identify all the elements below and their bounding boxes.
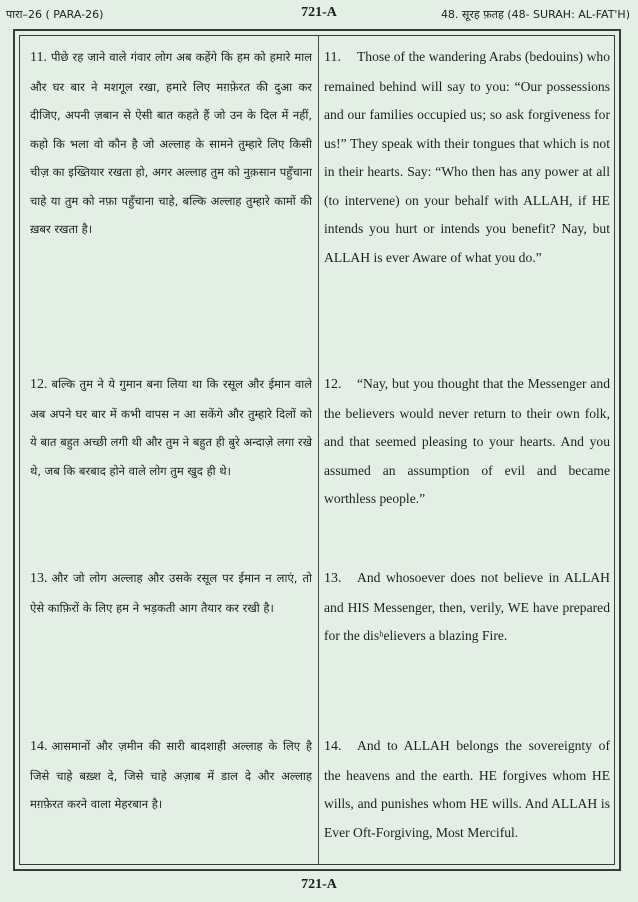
verse-text: And whosoever does not believe in ALLAH and HIS Messenger, then, verily, WE have prepared for the disʰelievers a blazing Fire. [324,570,610,643]
verse-12-hindi [30,370,312,485]
page-number-top: 721-A [301,5,337,20]
verse-number: 13. [324,571,342,586]
verse-text: पीछे रह जाने वाले गंवार लोग अब कहेंगे कि हम को हमारे माल और घर बार ने मशगूल रखा, हमारे लिए मग़फ़ेरत की दुआ कर दीजिए, अपनी ज़बान से ऐसी बात कहते हैं जो उन के दिल में नहीं, कहो कि भला वो कौन है जो अल्लाह के सामने तुम्हारे लिए किसी चीज़ का इख्तियार रखता हो, अगर अल्लाह तुम को नुक़सान पहुँचाना चाहे या तुम को नफ़ा पहुँचाना चाहे, बल्कि अल्लाह तुम्हारे कामों की ख़बर रखता है। [30,50,312,236]
verse-number: 11. [30,50,47,65]
verse-number: 14. [30,739,48,754]
verse-13-english [324,564,610,651]
para-label: पारा–26 ( PARA-26) [6,8,104,21]
verse-12-english [324,370,610,514]
column-divider [318,36,319,864]
verse-11-hindi [30,43,312,244]
verse-text: और जो लोग अल्लाह और उसके रसूल पर ईमान न लाएं, तो ऐसे काफ़िरों के लिए हम ने भड़कती आग तैयार कर रखी है। [30,571,312,615]
verse-number: 14. [324,739,342,754]
verse-13-hindi [30,564,312,622]
verse-text: “Nay, but you thought that the Messenger and the believers would never return to their own folk, and that seemed pleasing to your hearts. And you assumed an assumption of evil and became worthless people.” [324,376,610,506]
verse-14-english [324,732,610,847]
page-header [0,0,638,28]
verse-number: 13. [30,571,48,586]
verse-text: And to ALLAH belongs the sovereignty of the heavens and the earth. HE forgives whom HE wills, and punishes whom HE wills. And ALLAH is Ever Oft-Forgiving, Most Merciful. [324,738,610,840]
verse-14-hindi [30,732,312,819]
verse-11-english [324,43,610,272]
verse-text: आसमानों और ज़मीन की सारी बादशाही अल्लाह के लिए है जिसे चाहे बख़्श दे, जिसे चाहे अज़ाब में डाल दे और अल्लाह मग़फ़ेरत करने वाला मेहरबान है। [30,739,312,811]
verse-text: Those of the wandering Arabs (bedouins) who remained behind will say to you: “Our possessions and our families occupied us; so ask forgiveness for us!” They speak with their tongues that which is not in their hearts. Say: “Who then has any power at all (to intervene) on your behalf with ALLAH, if HE intends you hurt or intends you benefit? Nay, but ALLAH is ever Aware of what you do.” [324,49,610,265]
verse-number: 11. [324,50,341,65]
surah-label: 48. सूरह फ़तह (48- SURAH: AL-FAT'H) [440,8,630,21]
verse-number: 12. [324,377,342,392]
page-number-bottom: 721-A [301,877,337,892]
verse-number: 12. [30,377,48,392]
verse-text: बल्कि तुम ने ये गुमान बना लिया था कि रसूल और ईमान वाले अब अपने घर बार में कभी वापस न आ सकेंगे और तुम्हारे दिलों को ये बात बहुत अच्छी लगी थी और तुम ने बहुत ही बुरे अन्दाज़े लगा रखे थे, जब कि बरबाद होने वाले लोग तुम खुद ही थे। [30,377,312,478]
